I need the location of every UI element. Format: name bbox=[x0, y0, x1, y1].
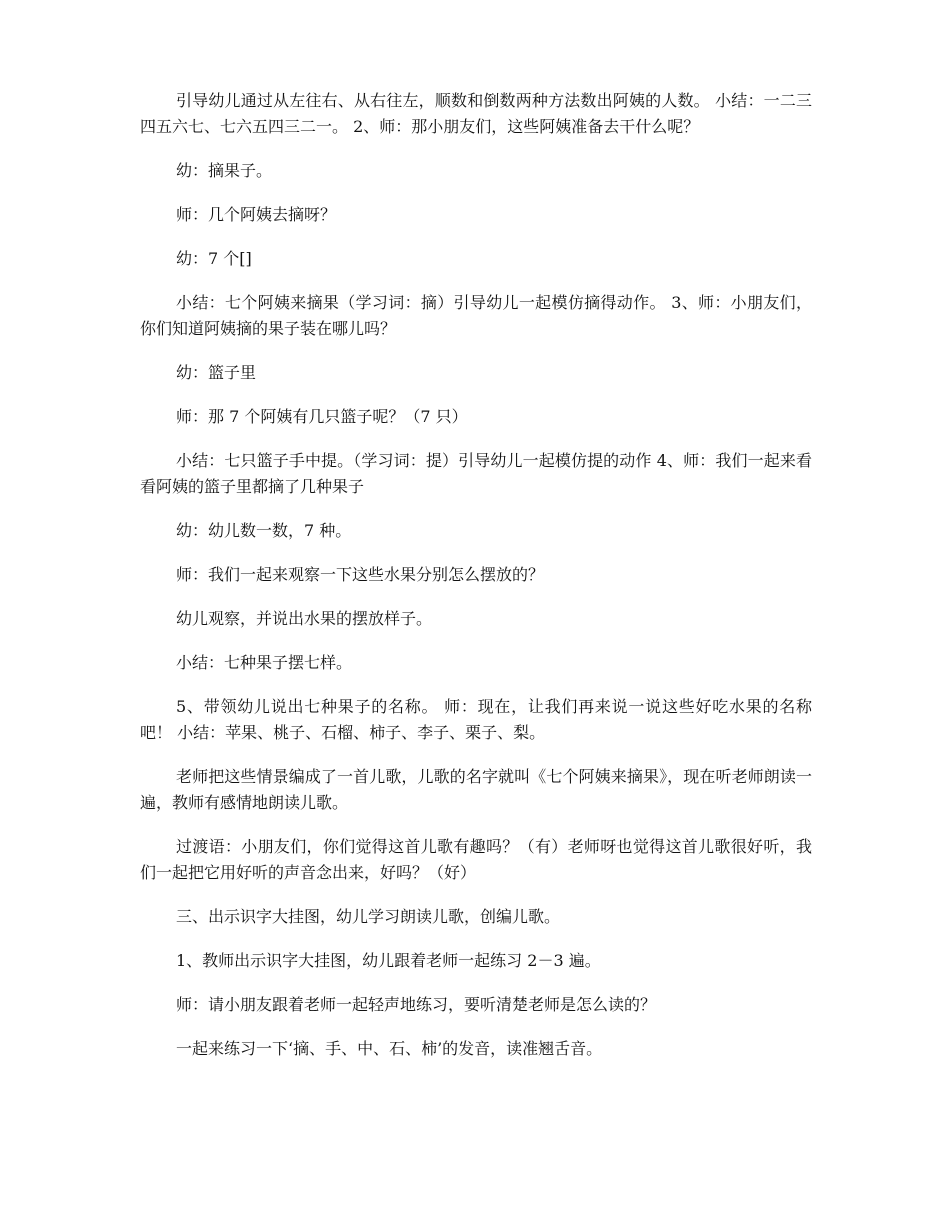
paragraph-practice-chart: 1、教师出示识字大挂图，幼儿跟着老师一起练习 2－3 遍。 bbox=[176, 951, 601, 970]
paragraph-nursery-rhyme: 老师把这些情景编成了一首儿歌，儿歌的名字就叫《七个阿姨来摘果》，现在听老师朗读一遍，教师有感情地朗读儿歌。 bbox=[140, 767, 812, 812]
paragraph-transition: 过渡语：小朋友们，你们觉得这首儿歌有趣吗？（有）老师呀也觉得这首儿歌很好听，我们一起把它用好听的声音念出来，好吗？（好） bbox=[140, 837, 812, 882]
paragraph-teacher-question-baskets: 师：那 7 个阿姨有几只篮子呢？（7 只） bbox=[176, 407, 468, 426]
paragraph-child-answer-seven: 幼：7 个[] bbox=[176, 249, 252, 268]
paragraph-summary-carry: 小结：七只篮子手中提。（学习词：提）引导幼儿一起模仿提的动作 4、师：我们一起来看看阿姨的篮子里都摘了几种果子 bbox=[140, 451, 812, 496]
paragraph-summary-seven-kinds: 小结：七种果子摆七样。 bbox=[176, 653, 353, 672]
paragraph-child-answer-basket: 幼：篮子里 bbox=[176, 363, 257, 382]
paragraph-child-count-kinds: 幼：幼儿数一数，7 种。 bbox=[176, 521, 352, 540]
paragraph-fruit-names: 5、带领幼儿说出七种果子的名称。 师：现在，让我们再来说一说这些好吃水果的名称吧！ 小结：苹果、桃子、石榴、柿子、李子、栗子、梨。 bbox=[140, 697, 812, 742]
paragraph-practice-softly: 师：请小朋友跟着老师一起轻声地练习，要听清楚老师是怎么读的？ bbox=[176, 995, 657, 1014]
paragraph-child-observe: 幼儿观察，并说出水果的摆放样子。 bbox=[176, 609, 433, 628]
paragraph-section-three: 三、出示识字大挂图，幼儿学习朗读儿歌，创编儿歌。 bbox=[176, 907, 561, 926]
paragraph-teacher-question-how-many: 师：几个阿姨去摘呀？ bbox=[176, 205, 337, 224]
paragraph-teacher-observe: 师：我们一起来观察一下这些水果分别怎么摆放的？ bbox=[176, 565, 545, 584]
paragraph-counting: 引导幼儿通过从左往右、从右往左，顺数和倒数两种方法数出阿姨的人数。 小结：一二三四五六七、七六五四三二一。 2、师：那小朋友们，这些阿姨准备去干什么呢？ bbox=[140, 91, 812, 136]
paragraph-pronunciation: 一起来练习一下‘摘、手、中、石、柿’的发音，读准翘舌音。 bbox=[176, 1039, 603, 1058]
paragraph-child-answer-picking: 幼：摘果子。 bbox=[176, 161, 273, 180]
document-body bbox=[140, 88, 812, 1080]
paragraph-summary-pick: 小结：七个阿姨来摘果（学习词：摘）引导幼儿一起模仿摘得动作。 3、师：小朋友们，你们知道阿姨摘的果子装在哪儿吗？ bbox=[140, 293, 812, 338]
